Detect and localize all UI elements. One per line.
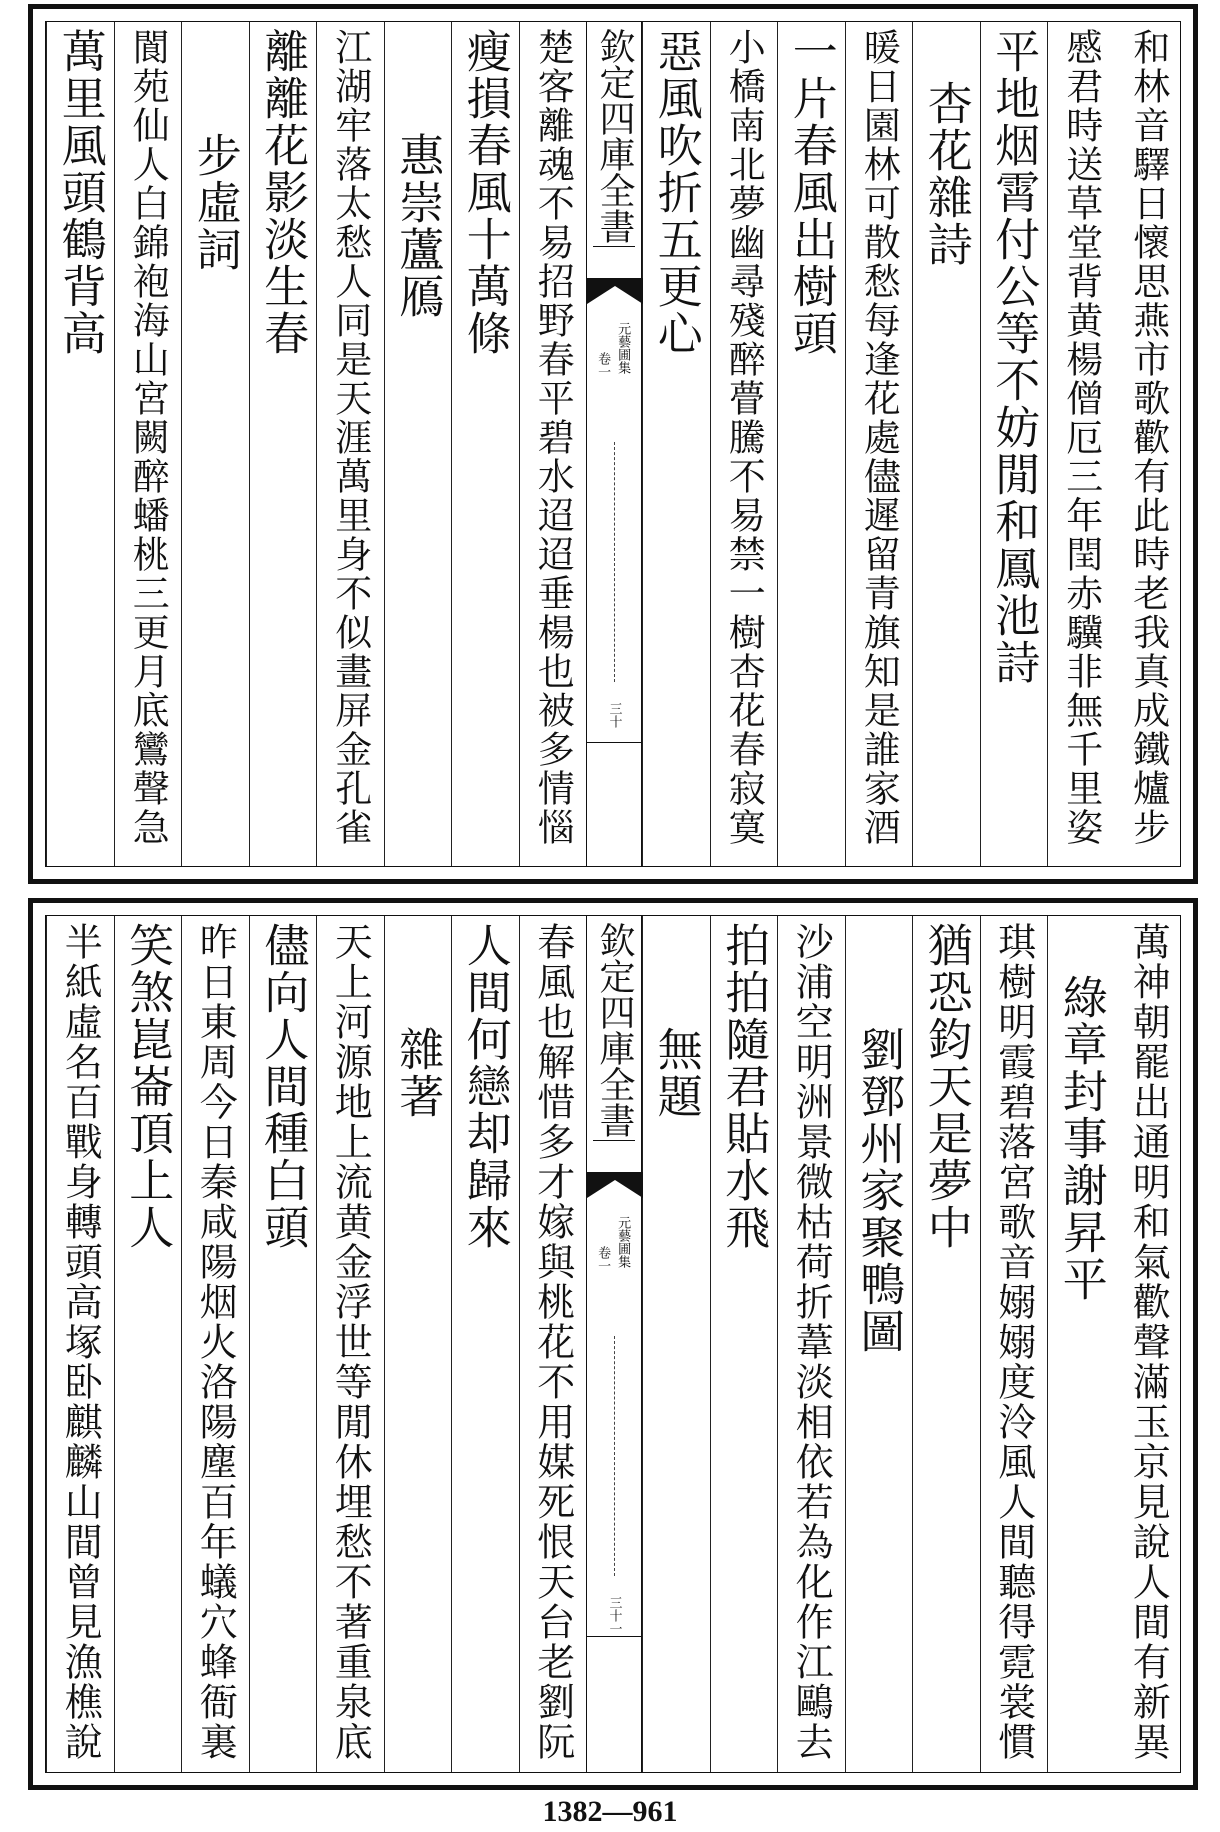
bottom-text-column [451,916,519,1772]
gutter-leaf-number: 三十 [606,702,622,728]
bottom-text-column [1115,916,1183,1772]
top-text-column [980,22,1048,866]
poem-line: 萬里風頭鶴背高 [53,28,107,357]
poem-line: 綠章封事謝昇平 [1054,974,1108,1303]
top-page-panel [28,4,1198,884]
gutter-rule [587,742,641,743]
top-text-column [519,22,587,866]
poem-line: 小橋南北夢幽尋殘醉瞢騰不易禁一樹杏花春寂寞 [722,28,766,847]
bottom-gutter [586,916,642,1772]
gutter-title: 欽定四庫全書 [593,920,635,1141]
top-text-column [845,22,913,866]
poem-line: 一片春風出樹頭 [784,28,838,357]
poem-title: 步虛詞 [188,132,242,273]
poem-line: 暖日園林可散愁每逢花處儘遲留青旗知是誰家酒 [857,28,901,847]
poem-line: 人間何戀却歸來 [458,922,512,1251]
poem-title: 無題 [649,1026,703,1120]
bottom-text-column [642,916,710,1772]
bottom-text-column [114,916,182,1772]
gutter-title: 欽定四庫全書 [593,26,635,247]
bottom-text-column [519,916,587,1772]
fish-tail-mark [587,1172,643,1198]
top-text-column [1047,22,1115,866]
poem-line: 慼君時送草堂背黄楊僧厄三年閏赤驥非無千里姿 [1059,28,1103,847]
gutter-book-title: 元藝圃集 [615,322,631,374]
poem-line: 江湖牢落太愁人同是天涯萬里身不似畫屏金孔雀 [328,28,372,847]
gutter-dashed-line [614,1336,615,1576]
gutter-book-title: 元藝圃集 [615,1216,631,1268]
poem-line: 琪樹明霞碧落宮歌音嫋嫋度泠風人間聽得霓裳慣 [991,922,1036,1762]
page-number: 1382—961 [542,1795,678,1828]
poem-line: 沙浦空明洲景微枯荷折葦淡相依若為化作江鷗去 [789,922,834,1762]
poem-line: 杏花雜詩 [919,80,973,268]
top-text-column [384,22,452,866]
top-page-frame [45,21,1181,867]
poem-line: 平地烟霄付公等不妨閒和鳳池詩 [987,28,1041,686]
poem-line: 和林音驛日懷思燕市歌歡有此時老我真成鐵爐步 [1126,28,1170,847]
poem-line: 瘦損春風十萬條 [458,28,512,357]
bottom-text-column [845,916,913,1772]
bottom-page-panel [28,898,1198,1790]
gutter-rule [587,1636,641,1637]
top-text-column [316,22,384,866]
bottom-text-column [316,916,384,1772]
poem-line: 半紙虛名百戰身轉頭高塚卧麒麟山間曾見漁樵說 [58,922,103,1762]
bottom-text-column [980,916,1048,1772]
poem-line: 楚客離魂不易招野春平碧水迢迢垂楊也被多情惱 [531,28,575,847]
top-text-column [912,22,980,866]
top-text-column [777,22,845,866]
gutter-dashed-line [614,442,615,682]
top-text-column [710,22,778,866]
poem-title: 劉鄧州家聚鴨圖 [852,1026,906,1355]
bottom-text-column [777,916,845,1772]
bottom-text-column [384,916,452,1772]
bottom-text-column [181,916,249,1772]
top-text-column [114,22,182,866]
top-gutter [586,22,642,866]
poem-title: 雜著 [391,1026,445,1120]
bottom-text-column [46,916,114,1772]
poem-line: 惡風吹折五更心 [649,28,703,357]
poem-line: 拍拍隨君貼水飛 [717,922,771,1251]
bottom-page-frame [45,915,1181,1773]
poem-line: 閬苑仙人白錦袍海山宮闕醉蟠桃三更月底鸞聲急 [126,28,170,847]
poem-title: 惠崇蘆鴈 [391,132,445,320]
bottom-text-column [912,916,980,1772]
gutter-volume: 卷一 [595,1246,611,1272]
top-text-column [46,22,114,866]
poem-line: 昨日東周今日秦咸陽烟火洛陽塵百年蟻穴蜂衙裏 [193,922,238,1762]
poem-line: 天上河源地上流黄金浮世等閒休埋愁不著重泉底 [328,922,373,1762]
fish-tail-mark [587,278,643,304]
poem-line: 猶恐鈞天是夢中 [919,922,973,1251]
poem-line: 儘向人間種白頭 [256,922,310,1251]
top-text-column [249,22,317,866]
poem-line: 離離花影淡生春 [256,28,310,357]
top-text-column [642,22,710,866]
bottom-text-column [710,916,778,1772]
poem-line: 笑煞崑崙頂上人 [121,922,175,1251]
gutter-volume: 卷一 [595,352,611,378]
gutter-leaf-number: 三十一 [606,1596,622,1635]
bottom-text-column [1047,916,1115,1772]
top-text-column [451,22,519,866]
poem-line: 春風也解惜多才嫁與桃花不用媒死恨天台老劉阮 [530,922,575,1762]
top-text-column [181,22,249,866]
bottom-text-column [249,916,317,1772]
poem-line: 萬神朝罷出通明和氣歡聲滿玉京見說人間有新異 [1126,922,1171,1762]
top-text-column [1115,22,1183,866]
